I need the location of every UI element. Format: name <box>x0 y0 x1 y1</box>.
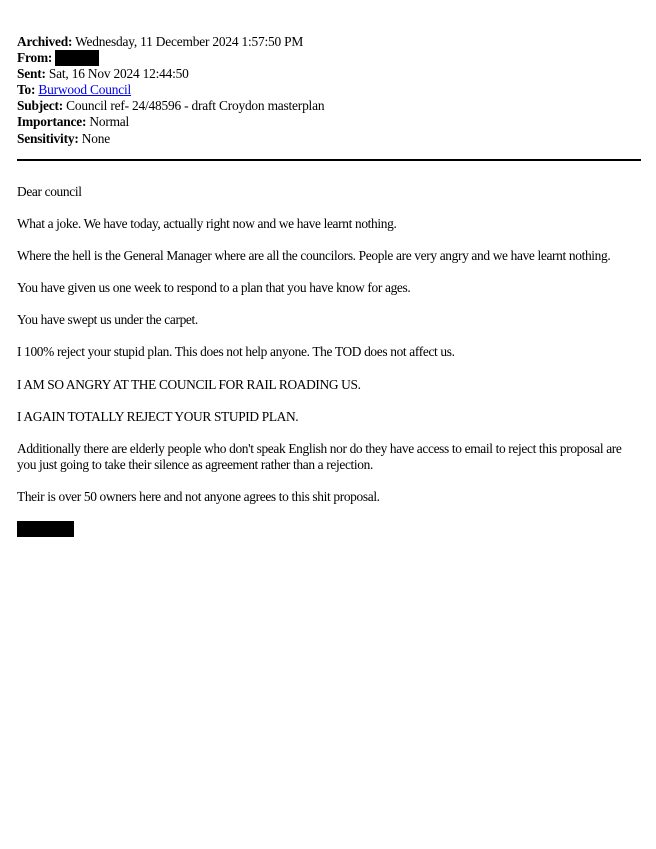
body-paragraph: I AM SO ANGRY AT THE COUNCIL FOR RAIL ROADING US. <box>17 376 361 392</box>
sensitivity-value: None <box>81 130 110 146</box>
to-label: To: <box>17 82 36 98</box>
sent-label: Sent: <box>17 66 46 82</box>
importance-value: Normal <box>89 114 130 130</box>
body-paragraph: I AGAIN TOTALLY REJECT YOUR STUPID PLAN. <box>17 408 299 424</box>
body-paragraph: I 100% reject your stupid plan. This does not help anyone. The TOD does not affect us. <box>17 344 455 360</box>
header-divider <box>17 159 641 161</box>
subject-row <box>17 98 641 114</box>
signature-redaction <box>17 521 74 537</box>
sent-value: Sat, 16 Nov 2024 12:44:50 <box>48 66 189 82</box>
body-paragraph: Dear council <box>17 184 82 199</box>
body-paragraph: Additionally there are elderly people who don't speak English nor do they have access to email to reject this proposal are you just going to take their silence as agreement rather than a rejection. <box>17 440 622 472</box>
importance-label: Importance: <box>17 114 87 130</box>
archived-value: Wednesday, 11 December 2024 1:57:50 PM <box>75 34 304 49</box>
to-recipient-link[interactable]: Burwood Council <box>38 82 132 98</box>
to-row <box>17 82 641 98</box>
body-paragraph: What a joke. We have today, actually right now and we have learnt nothing. <box>17 216 397 232</box>
archived-row <box>17 34 641 50</box>
email-body <box>17 184 639 537</box>
from-label: From: <box>17 50 53 66</box>
email-header <box>17 34 641 147</box>
sensitivity-label: Sensitivity: <box>17 130 79 146</box>
sensitivity-row <box>17 131 641 147</box>
subject-label: Subject: <box>17 98 64 114</box>
from-redaction <box>55 50 99 66</box>
importance-row <box>17 114 641 130</box>
from-row <box>17 50 641 66</box>
sent-row <box>17 66 641 82</box>
body-paragraph: Where the hell is the General Manager where are all the councilors. People are very angry and we have learnt nothing. <box>17 248 611 264</box>
body-paragraph: You have swept us under the carpet. <box>17 312 198 328</box>
subject-value: Council ref- 24/48596 - draft Croydon masterplan <box>66 98 325 114</box>
body-paragraph: You have given us one week to respond to a plan that you have know for ages. <box>17 280 411 296</box>
archived-label: Archived: <box>17 34 73 49</box>
body-paragraph: Their is over 50 owners here and not anyone agrees to this shit proposal. <box>17 488 380 504</box>
